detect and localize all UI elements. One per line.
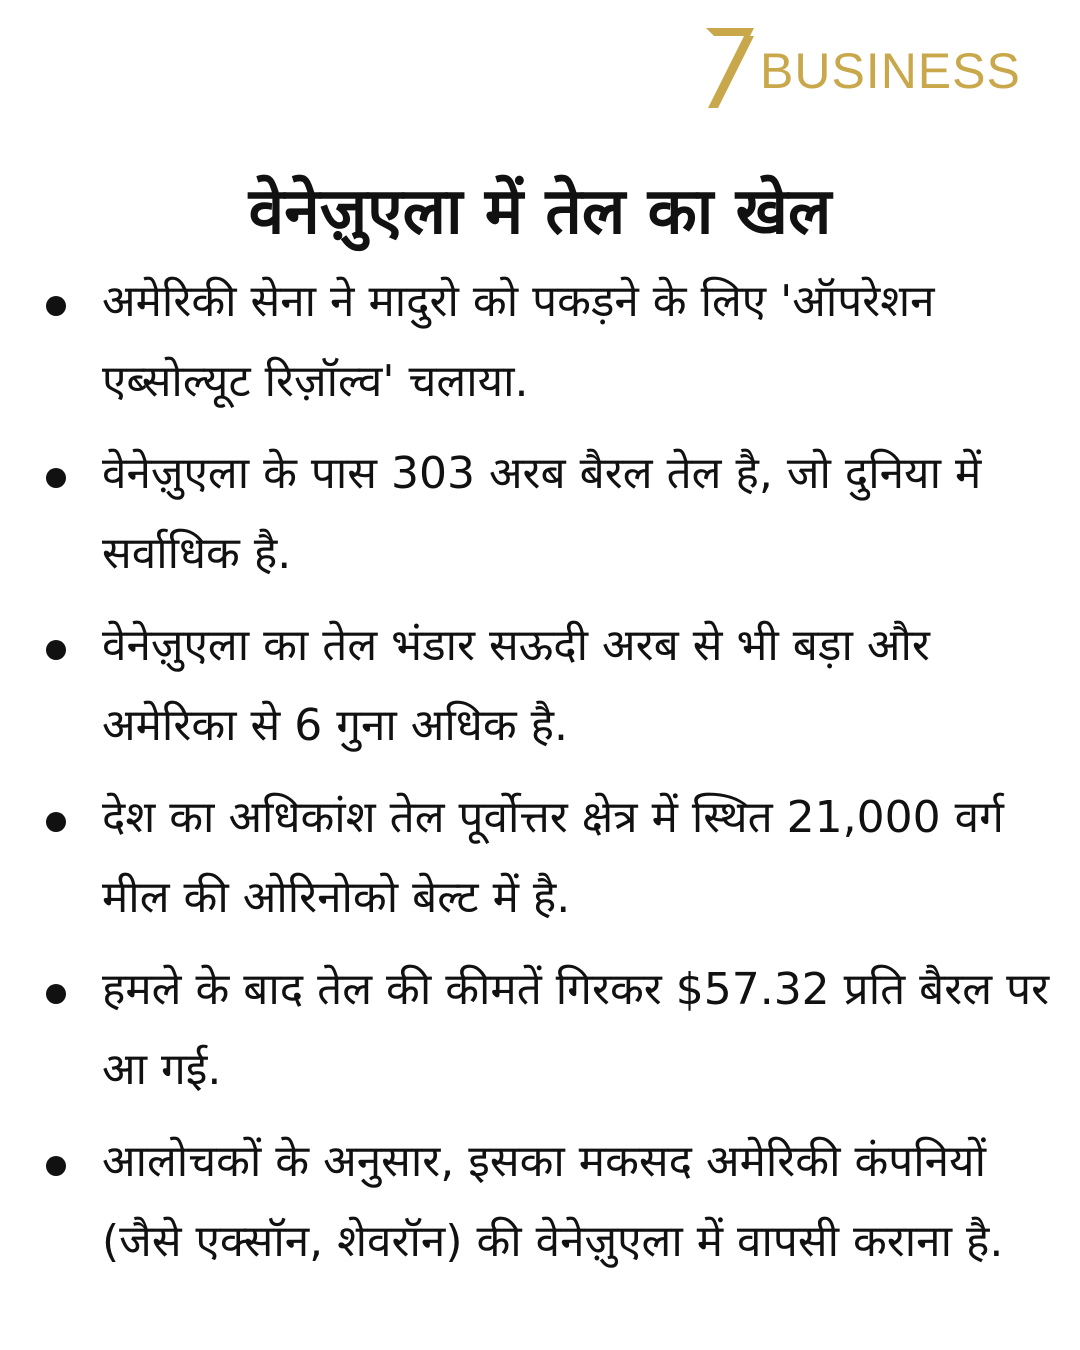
page-title: वेनेज़ुएला में तेल का खेल: [248, 174, 832, 249]
list-item: [0, 434, 1080, 594]
bullet-dot-icon: [46, 640, 66, 660]
bullet-dot-icon: [46, 984, 66, 1004]
bullet-dot-icon: [46, 812, 66, 832]
logo-text: BUSINESS: [760, 43, 1021, 99]
bullet-text: वेनेज़ुएला का तेल भंडार सऊदी अरब से भी बड़ा और अमेरिका से 6 गुना अधिक है.: [102, 620, 930, 751]
bullet-text: हमले के बाद तेल की कीमतें गिरकर $57.32 प्रति बैरल पर आ गई.: [102, 964, 1050, 1095]
zee-business-logo: [700, 18, 1040, 114]
bullet-text: वेनेज़ुएला के पास 303 अरब बैरल तेल है, जो दुनिया में सर्वाधिक है.: [102, 448, 982, 579]
bullet-list: [0, 262, 1080, 1294]
bullet-dot-icon: [46, 296, 66, 316]
bullet-text: अमेरिकी सेना ने मादुरो को पकड़ने के लिए 'ऑपरेशन एब्सोल्यूट रिज़ॉल्व' चलाया.: [102, 276, 935, 407]
list-item: [0, 778, 1080, 938]
list-item: [0, 262, 1080, 422]
list-item: [0, 950, 1080, 1110]
bullet-dot-icon: [46, 468, 66, 488]
z-logo-icon: [700, 18, 760, 114]
bullet-dot-icon: [46, 1156, 66, 1176]
bullet-text: आलोचकों के अनुसार, इसका मकसद अमेरिकी कंपनियों (जैसे एक्सॉन, शेवरॉन) की वेनेज़ुएला में वापसी कराना है.: [102, 1136, 1004, 1267]
bullet-text: देश का अधिकांश तेल पूर्वोत्तर क्षेत्र में स्थित 21,000 वर्ग मील की ओरिनोको बेल्ट में है.: [102, 792, 1004, 923]
list-item: [0, 606, 1080, 766]
list-item: [0, 1122, 1080, 1282]
